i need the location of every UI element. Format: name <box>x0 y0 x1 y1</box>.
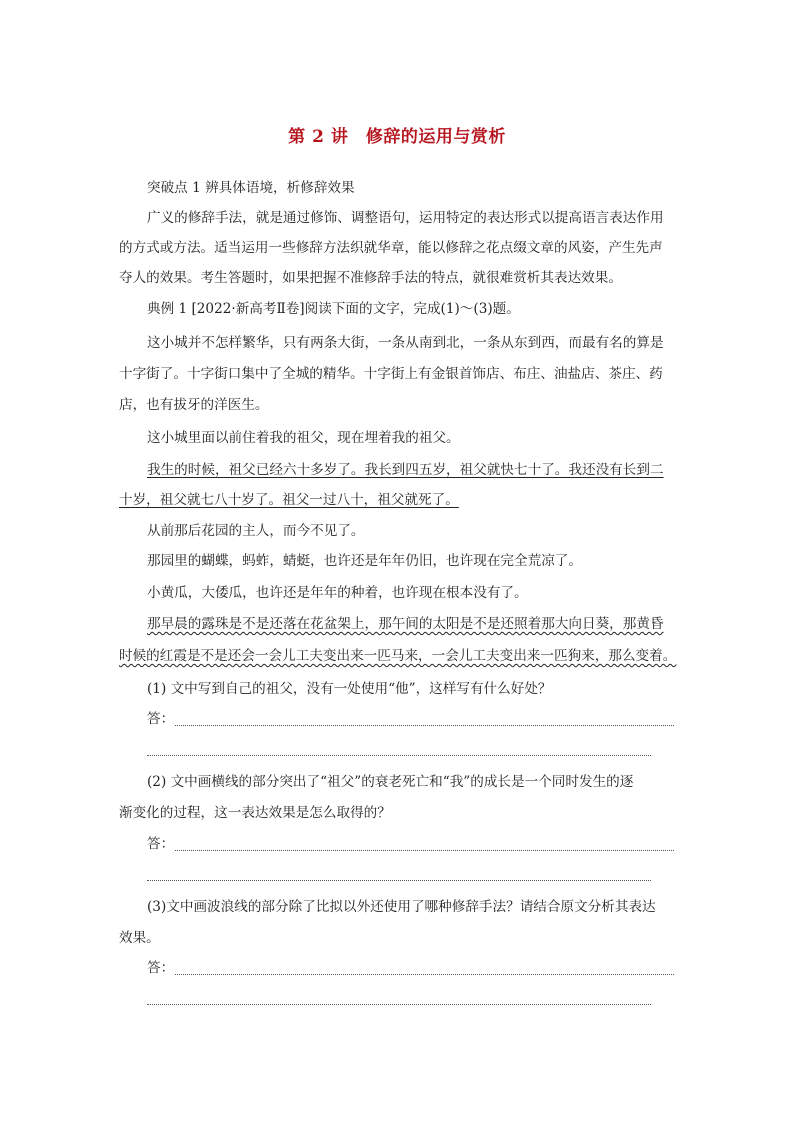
passage-line: 十字街了。十字街口集中了全城的精华。十字街上有金银首饰店、布庄、油盐店、茶庄、药 <box>119 366 663 382</box>
wavy-passage-line: 那早晨的露珠是不是还落在花盆架上，那午间的太阳是不是还照着那大向日葵，那黄昏 <box>147 616 664 632</box>
passage-line: 小黄瓜，大倭瓜，也许还是年年的种着，也许现在根本没有了。 <box>147 585 528 601</box>
answer-line[interactable] <box>147 1004 651 1005</box>
underlined-passage-line: 我生的时候，祖父已经六十多岁了。我长到四五岁，祖父就快七十了。我还没有长到二 <box>147 462 664 478</box>
section-heading: 突破点 1 辨具体语境，析修辞效果 <box>147 180 355 196</box>
question-3: 效果。 <box>119 930 160 946</box>
answer-label: 答： <box>147 960 175 976</box>
intro-line: 广义的修辞手法，就是通过修饰、调整语句，运用特定的表达形式以提高语言表达作用 <box>147 210 664 226</box>
answer-line[interactable] <box>147 880 651 881</box>
answer-label: 答： <box>147 711 175 727</box>
passage-line: 从前那后花园的主人，而今不见了。 <box>147 523 365 539</box>
example-heading: 典例 1 [2022·新高考Ⅱ卷]阅读下面的文字，完成(1)～(3)题。 <box>147 301 520 317</box>
wavy-passage-line: 时候的红霞是不是还会一会儿工夫变出来一匹马来，一会儿工夫变出来一匹狗来，那么变着。 <box>119 648 677 664</box>
question-2: (2) 文中画横线的部分突出了“祖父”的衰老死亡和“我”的成长是一个同时发生的逐 <box>147 774 634 790</box>
passage-line: 这小城里面以前住着我的祖父，现在埋着我的祖父。 <box>147 430 460 446</box>
passage-line: 这小城并不怎样繁华，只有两条大街，一条从南到北，一条从东到西，而最有名的算是 <box>147 335 664 351</box>
intro-line: 夺人的效果。考生答题时，如果把握不准修辞手法的特点，就很难赏析其表达效果。 <box>119 270 622 286</box>
answer-label: 答： <box>147 836 175 852</box>
question-3: (3)文中画波浪线的部分除了比拟以外还使用了哪种修辞手法？请结合原文分析其表达 <box>147 899 656 915</box>
page-title: 第 2 讲 修辞的运用与赏析 <box>288 127 506 147</box>
answer-line[interactable] <box>175 725 674 726</box>
answer-line[interactable] <box>147 755 651 756</box>
answer-line[interactable] <box>175 850 674 851</box>
intro-line: 的方式或方法。适当运用一些修辞方法织就华章，能以修辞之花点缀文章的风姿，产生先声 <box>119 240 663 256</box>
underlined-passage-line: 十岁，祖父就七八十岁了。祖父一过八十，祖父就死了。 <box>119 492 459 508</box>
question-1: (1) 文中写到自己的祖父，没有一处使用“他”，这样写有什么好处？ <box>147 681 552 697</box>
question-2: 渐变化的过程，这一表达效果是怎么取得的？ <box>119 805 391 821</box>
passage-line: 那园里的蝴蝶，蚂蚱，蜻蜓，也许还是年年仍旧，也许现在完全荒凉了。 <box>147 553 582 569</box>
answer-line[interactable] <box>175 974 674 975</box>
passage-line: 店，也有拔牙的洋医生。 <box>119 397 269 413</box>
